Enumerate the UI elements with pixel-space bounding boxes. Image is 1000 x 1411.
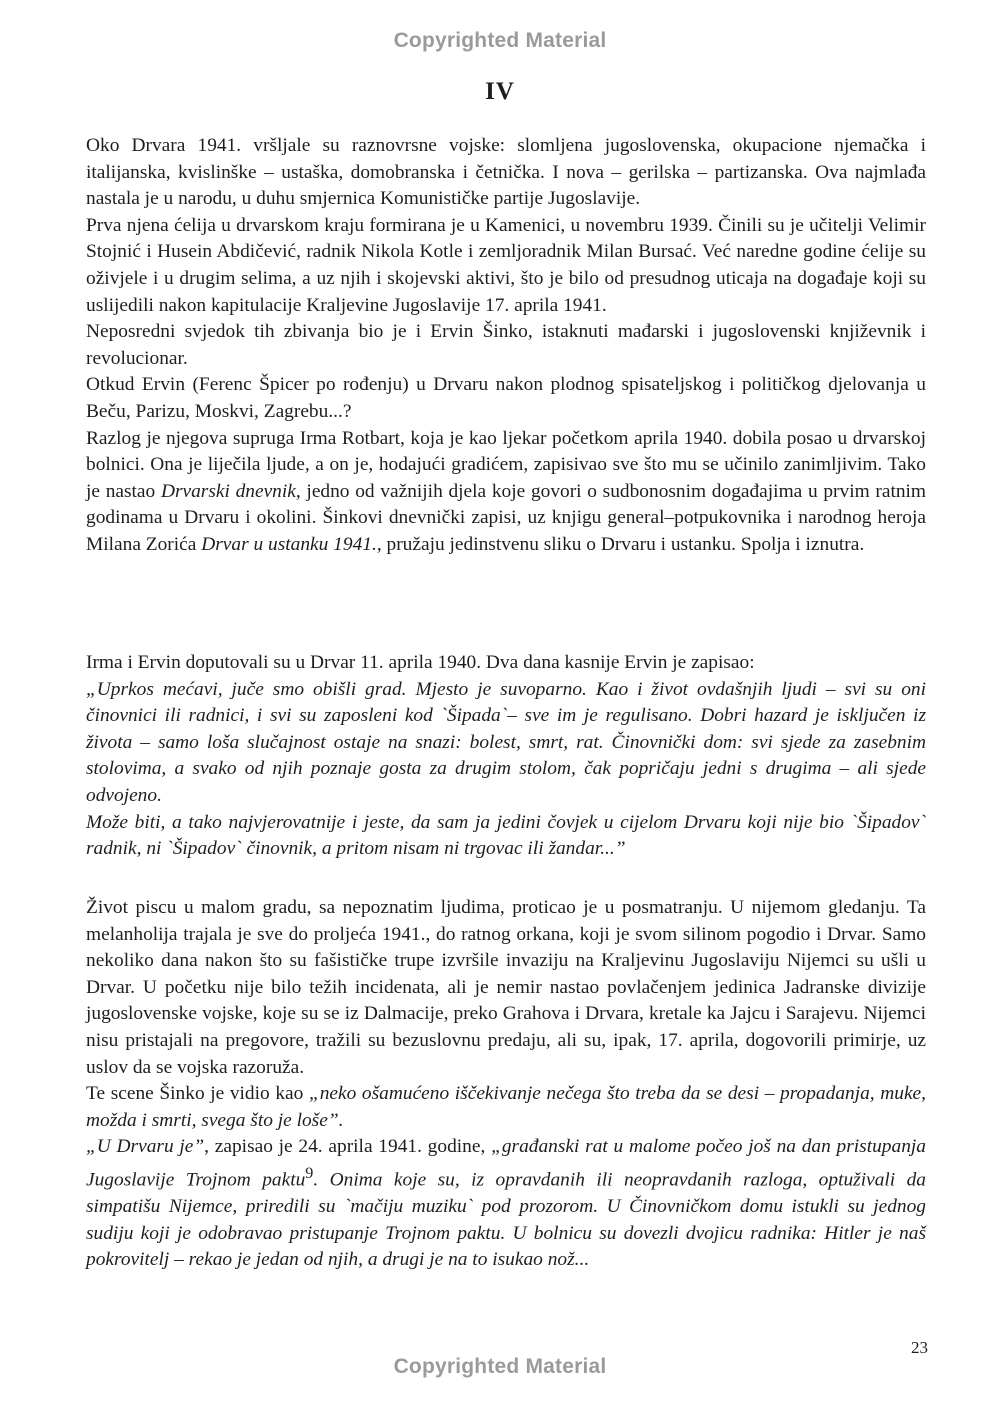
paragraph: Neposredni svjedok tih zbivanja bio je i Ervin Šinko, istaknuti mađarski i jugoslovenski književnik i revolucionar.	[86, 321, 926, 369]
paragraph-text: , zapisao je 24. aprila 1941. godine,	[204, 1136, 492, 1158]
text-block-2	[86, 650, 926, 863]
book-title: Drvarski dnevnik	[160, 480, 296, 502]
page-number: 23	[911, 1338, 928, 1357]
text-block-3	[86, 895, 926, 1274]
book-title: Drvar u ustanku 1941.	[201, 533, 377, 555]
paragraph-text: , jedno od važnijih djela koje govori o sudbonosnim događajima u prvim ratnim godinama u Drvaru i okolini. Šinkovi dnevnički zapisi, uz knjigu general–potpukovnika i narodnog heroja Milana Zorića	[86, 480, 926, 555]
paragraph-text: , pružaju jedinstvenu sliku o Drvaru i ustanku. Spolja i iznutra.	[376, 533, 865, 555]
paragraph-text: Te scene Šinko je vidio kao	[86, 1083, 309, 1105]
paragraph	[86, 1134, 926, 1273]
paragraph: Irma i Ervin doputovali su u Drvar 11. aprila 1940. Dva dana kasnije Ervin je zapisao:	[86, 652, 755, 673]
text-block-1	[86, 133, 926, 559]
paragraph: Život piscu u malom gradu, sa nepoznatim ljudima, proticao je u posmatranju. U nijemom gledanju. Ta melanholija trajala je sve do proljeća 1941., do ratnog orkana, koji je svom silinom pogodio i Drvar. Samo nekoliko dana nakon što su fašističke trupe izvršile invaziju na Kraljevinu Jugoslaviju Nijemci su ušli u Drvar. U početku nije bilo težih incidenata, ali je nemir nastao povlačenjem jedinica Jadranske divizije jugoslovenske vojske, koje su se iz Dalmacije, preko Grahova i Drvara, kretale ka Jajcu i Sarajevu. Nijemci nisu pristajali na pregovore, tražili su bezuslovnu predaju, ali su, ipak, 17. aprila, dogovorili primirje, uz uslov da se vojska razoruža.	[86, 897, 926, 1078]
quote: . Onima koje su, iz opravdanih ili neopravdanih razloga, optuživali da simpatišu Nijemce, priredili su `mačiju muziku` pod prozorom. U Činovničkom domu istukli su jednog sudiju koji je odobravao pristupanje Trojnom paktu. U bolnicu su dovezli dvojicu radnika: Hitler je naš pokrovitelj – rekao je jedan od njih, a drugi je na to isukao nož...	[86, 1169, 926, 1271]
paragraph: Prva njena ćelija u drvarskom kraju formirana je u Kamenici, u novembru 1939. Činili su je učitelji Velimir Stojnić i Husein Abdičević, radnik Nikola Kotle i zemljoradnik Milan Bursać. Već naredne godine ćelije su oživjele i u drugim selima, a uz njih i skojevski aktivi, što je bilo od presudnog uticaja na događaje koji su uslijedili nakon kapitulacije Kraljevine Jugoslavije 17. aprila 1941.	[86, 214, 926, 316]
quote: „neko ošamućeno iščekivanje nečega što treba da se desi – propadanja, muke, možda i smrti, svega što je loše”.	[86, 1083, 927, 1131]
footnote-marker[interactable]: 9	[305, 1164, 314, 1182]
quote: „građanski rat u malome počeo još na dan pristupanja Jugoslavije Trojnom paktu	[86, 1136, 926, 1191]
copyright-watermark-bottom: Copyrighted Material	[393, 1355, 607, 1378]
copyright-watermark-top: Copyrighted Material	[393, 29, 607, 52]
paragraph: Oko Drvara 1941. vršljale su raznovrsne vojske: slomljena jugoslovenska, okupacione njemačka i italijanska, kvislinške – ustaška, domobranska i četnička. I nova – gerilska – partizanska. Ova najmlađa nastala je u narodu, u duhu smjernica Komunističke partije Jugoslavije.	[86, 135, 926, 210]
paragraph-text: Razlog je njegova supruga Irma Rotbart, koja je kao ljekar početkom aprila 1940. dobila posao u drvarskoj bolnici. Ona je liječila ljude, a on je, hodajući gradićem, zapisivao sve što mu se učinilo zanimljivim. Tako je nastao	[86, 427, 926, 502]
quote: „U Drvaru je”	[86, 1136, 205, 1158]
paragraph	[86, 1081, 926, 1134]
paragraph: Otkud Ervin (Ferenc Špicer po rođenju) u Drvaru nakon plodnog spisateljskog i političkog djelovanja u Beču, Parizu, Moskvi, Zagrebu...?	[86, 374, 926, 422]
diary-quote: Može biti, a tako najvjerovatnije i jeste, da sam ja jedini čovjek u cijelom Drvaru koji nije bio `Šipadov` radnik, ni `Šipadov` činovnik, a pritom nisam ni trgovac ili žandar...”	[86, 811, 926, 860]
diary-quote: „Uprkos mećavi, juče smo obišli grad. Mjesto je suvoparno. Kao i život ovdašnjih ljudi – svi su oni činovnici ili radnici, i svi su zaposleni kod `Šipada`– sve im je regulisano. Dobri hazard je isključen iz života – samo loša slučajnost ostaje na snazi: bolest, smrt, rat. Činovnički dom: svi sjede za zasebnim stolovima, a svako od njih poznaje gosta za drugim stolom, čak popričaju jedni s drugima – ali sjede odvojeno.	[86, 678, 926, 806]
paragraph	[86, 426, 926, 559]
chapter-heading: IV	[485, 78, 515, 105]
